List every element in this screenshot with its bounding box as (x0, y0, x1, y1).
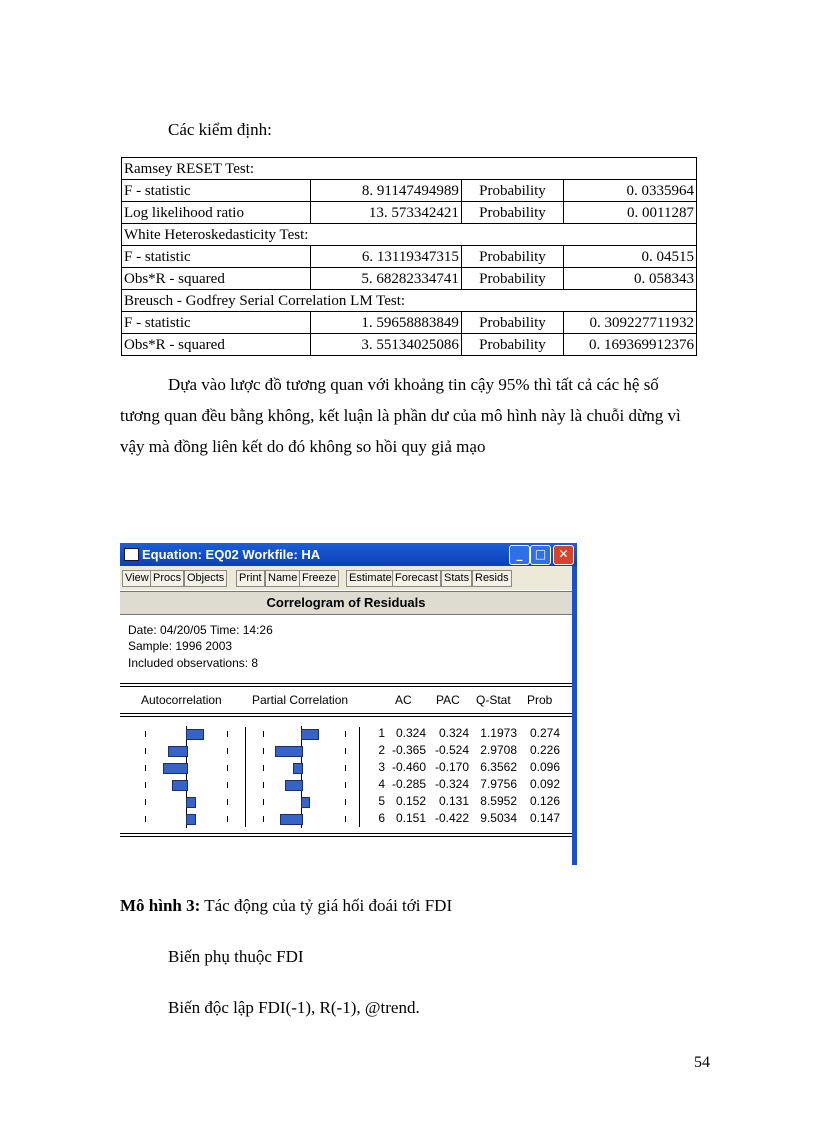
stat-label: F - statistic (122, 312, 311, 334)
window-title: Equation: EQ02 Workfile: HA (142, 547, 321, 562)
ac-value: -0.285 (391, 777, 426, 791)
section-title: White Heteroskedasticity Test: (122, 224, 697, 246)
section-title: Breusch - Godfrey Serial Correlation LM Test: (122, 290, 697, 312)
top-rule (120, 683, 572, 687)
pac-bound-tick (263, 731, 264, 737)
table-section-row (122, 158, 697, 180)
pac-bound-tick (345, 782, 346, 788)
ac-bound-tick (145, 748, 146, 754)
lag-value: 4 (378, 777, 385, 791)
ac-bound-tick (227, 816, 228, 822)
pac-value: 0.131 (438, 794, 469, 808)
conclusion-text: Dựa vào lược đồ tương quan với khoảng tin cậy 95% thì tất cả các hệ số tương quan đều bằng không, kết luận là phần dư của mô hình này là chuỗi dừng vì vậy mà đồng liên kết do đó không so hồi quy giả mạo (120, 375, 681, 456)
pac-bar (285, 780, 303, 791)
col-ac: AC (395, 693, 412, 707)
qstat-value: 1.1973 (480, 726, 517, 740)
ac-bound-tick (227, 799, 228, 805)
col-partial: Partial Correlation (252, 693, 349, 707)
window-icon (124, 548, 139, 561)
ac-value: -0.365 (391, 743, 426, 757)
freeze-button[interactable]: Freeze (299, 570, 339, 587)
ac-bar (186, 729, 204, 740)
qstat-value: 9.5034 (480, 811, 517, 825)
qstat-value: 2.9708 (480, 743, 517, 757)
forecast-button[interactable]: Forecast (392, 570, 441, 587)
prob-value: 0. 058343 (564, 268, 697, 290)
window-border (572, 566, 577, 865)
model-title-rest: Tác động của tỷ giá hối đoái tới FDI (200, 896, 453, 915)
pac-value: -0.170 (434, 760, 469, 774)
maximize-button[interactable]: □ (530, 545, 551, 565)
prob-value: 0. 169369912376 (564, 334, 697, 356)
prob-value: 0.092 (529, 777, 560, 791)
prob-value: 0.126 (529, 794, 560, 808)
ac-bound-tick (145, 816, 146, 822)
prob-value: 0. 0011287 (564, 202, 697, 224)
table-row (122, 334, 697, 356)
conclusion-paragraph (120, 369, 700, 462)
ac-bound-tick (145, 782, 146, 788)
stat-label: Log likelihood ratio (122, 202, 311, 224)
pac-bound-tick (263, 816, 264, 822)
table-section-row (122, 290, 697, 312)
table-row (122, 180, 697, 202)
objects-button[interactable]: Objects (184, 570, 227, 587)
stat-label: F - statistic (122, 180, 311, 202)
minimize-button[interactable]: _ (509, 545, 530, 565)
toolbar (120, 566, 572, 590)
dependent-variable: Biến phụ thuộc FDI (168, 947, 304, 966)
col-qstat: Q-Stat (476, 693, 511, 707)
name-button[interactable]: Name (265, 570, 300, 587)
pac-bar (301, 797, 310, 808)
pac-value: -0.324 (434, 777, 469, 791)
stat-value: 5. 68282334741 (311, 268, 462, 290)
qstat-value: 7.9756 (480, 777, 517, 791)
ac-bound-tick (145, 731, 146, 737)
stat-value: 1. 59658883849 (311, 312, 462, 334)
prob-label: Probability (461, 312, 563, 334)
ac-bound-tick (145, 765, 146, 771)
pac-bound-tick (345, 731, 346, 737)
column-separator (359, 727, 360, 827)
stat-label: Obs*R - squared (122, 268, 311, 290)
pac-value: -0.524 (434, 743, 469, 757)
ac-zero-line (186, 726, 187, 828)
ac-bound-tick (145, 799, 146, 805)
lag-value: 1 (378, 726, 385, 740)
pac-bound-tick (263, 782, 264, 788)
page-number: 54 (694, 1054, 710, 1071)
tests-table (121, 157, 697, 356)
pac-bound-tick (345, 765, 346, 771)
pac-value: 0.324 (438, 726, 469, 740)
resids-button[interactable]: Resids (472, 570, 512, 587)
lag-value: 5 (378, 794, 385, 808)
stat-label: F - statistic (122, 246, 311, 268)
prob-value: 0. 04515 (564, 246, 697, 268)
ac-bound-tick (227, 731, 228, 737)
lag-value: 3 (378, 760, 385, 774)
qstat-value: 8.5952 (480, 794, 517, 808)
pac-bound-tick (263, 748, 264, 754)
model-title-bold: Mô hình 3: (120, 896, 201, 915)
table-row (122, 268, 697, 290)
view-header: Correlogram of Residuals (120, 591, 572, 615)
close-button[interactable]: ✕ (553, 545, 574, 565)
qstat-value: 6.3562 (480, 760, 517, 774)
col-autocorrelation: Autocorrelation (141, 693, 222, 707)
table-row (122, 202, 697, 224)
ac-bound-tick (227, 765, 228, 771)
prob-value: 0.226 (529, 743, 560, 757)
independent-variables: Biến độc lập FDI(-1), R(-1), @trend. (168, 998, 420, 1017)
ac-bar (172, 780, 188, 791)
pac-bound-tick (263, 799, 264, 805)
ac-bar (168, 746, 188, 757)
ac-bound-tick (227, 748, 228, 754)
prob-label: Probability (461, 246, 563, 268)
mid-rule (120, 713, 572, 717)
pac-zero-line (301, 726, 302, 828)
col-prob: Prob (527, 693, 553, 707)
table-row (122, 312, 697, 334)
pac-value: -0.422 (434, 811, 469, 825)
prob-value: 0.096 (529, 760, 560, 774)
pac-bound-tick (345, 799, 346, 805)
prob-value: 0. 309227711932 (564, 312, 697, 334)
stat-label: Obs*R - squared (122, 334, 311, 356)
ac-bar (186, 797, 196, 808)
ac-bar (163, 763, 188, 774)
pac-bound-tick (263, 765, 264, 771)
table-section-row (122, 224, 697, 246)
stats-button[interactable]: Stats (441, 570, 472, 587)
observations-line: Included observations: 8 (128, 656, 259, 670)
prob-label: Probability (461, 334, 563, 356)
lag-value: 6 (378, 811, 385, 825)
stat-value: 13. 573342421 (311, 202, 462, 224)
date-line: Date: 04/20/05 Time: 14:26 (128, 623, 273, 637)
ac-value: 0.151 (395, 811, 426, 825)
sample-line: Sample: 1996 2003 (128, 639, 233, 653)
ac-value: -0.460 (391, 760, 426, 774)
estimate-button[interactable]: Estimate (346, 570, 395, 587)
pac-bar (301, 729, 319, 740)
pac-bound-tick (345, 816, 346, 822)
ac-bound-tick (227, 782, 228, 788)
ac-value: 0.324 (395, 726, 426, 740)
ac-value: 0.152 (395, 794, 426, 808)
col-pac: PAC (436, 693, 460, 707)
title-bar[interactable] (120, 543, 577, 566)
prob-value: 0.274 (529, 726, 560, 740)
prob-label: Probability (461, 180, 563, 202)
model-title (120, 896, 452, 916)
pac-bar (275, 746, 303, 757)
column-separator (245, 727, 246, 827)
ac-bar (186, 814, 196, 825)
prob-label: Probability (461, 202, 563, 224)
pac-bar (280, 814, 303, 825)
stat-value: 3. 55134025086 (311, 334, 462, 356)
prob-label: Probability (461, 268, 563, 290)
table-row (122, 246, 697, 268)
eviews-window (120, 543, 577, 865)
procs-button[interactable]: Procs (150, 570, 184, 587)
pac-bar (293, 763, 304, 774)
prob-value: 0. 0335964 (564, 180, 697, 202)
print-button[interactable]: Print (236, 570, 265, 587)
stat-value: 8. 91147494989 (311, 180, 462, 202)
pac-bound-tick (345, 748, 346, 754)
view-button[interactable]: View (122, 570, 152, 587)
section-title: Ramsey RESET Test: (122, 158, 697, 180)
stat-value: 6. 13119347315 (311, 246, 462, 268)
section-heading: Các kiểm định: (168, 120, 272, 139)
bottom-rule (120, 833, 572, 837)
lag-value: 2 (378, 743, 385, 757)
prob-value: 0.147 (529, 811, 560, 825)
